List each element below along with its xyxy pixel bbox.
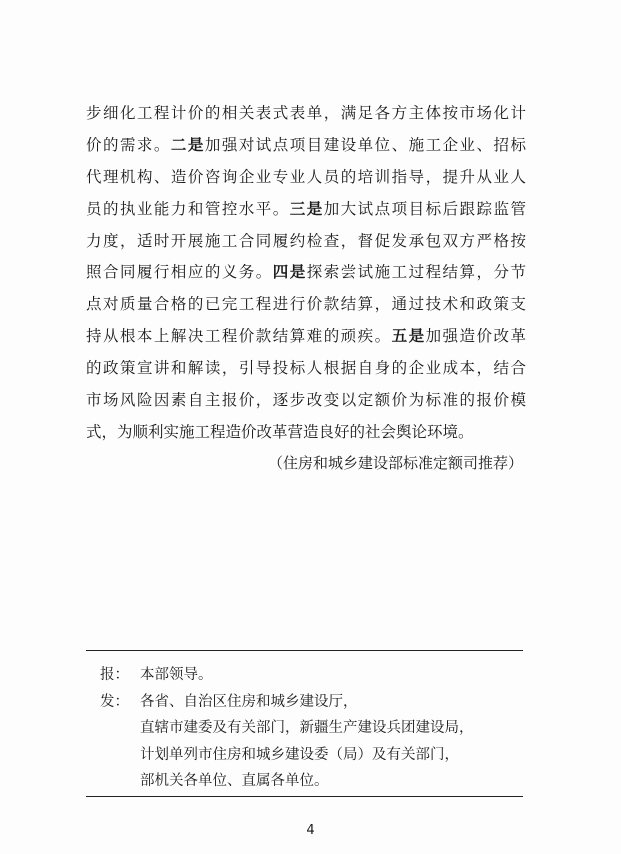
paragraph-text: 力度，适时开展施工合同履约检查，督促发承包双方严格按 bbox=[86, 231, 526, 250]
send-line: 计划单列市住房和城乡建设委（局）及有关部门， bbox=[140, 746, 459, 763]
report-label: 报： bbox=[100, 667, 129, 683]
paragraph-text: 式，为顺利实施工程造价改革营造良好的社会舆论环境。 bbox=[86, 422, 474, 441]
page-number: 4 bbox=[306, 823, 315, 838]
paragraph-line bbox=[86, 194, 526, 226]
paragraph-text: 代理机构、造价咨询企业专业人员的培训指导，提升从业人 bbox=[86, 167, 526, 186]
paragraph-text: 加强造价改革 bbox=[425, 327, 526, 346]
emphasis-marker: 二是 bbox=[170, 135, 205, 154]
emphasis-marker: 五是 bbox=[391, 327, 426, 346]
paragraph-text: 步细化工程计价的相关表式表单，满足各方主体按市场化计 bbox=[86, 104, 526, 122]
paragraph-text: 照合同履行相应的义务。 bbox=[86, 263, 273, 282]
send-line: 部机关各单位、直属各单位。 bbox=[140, 773, 329, 789]
emphasis-marker: 三是 bbox=[289, 199, 324, 218]
paragraph-line bbox=[86, 98, 526, 130]
paragraph-line bbox=[86, 321, 526, 353]
paragraph-text: 点对质量合格的已完工程进行价款结算，通过技术和政策支 bbox=[86, 295, 526, 314]
paragraph-text: 市场风险因素自主报价，逐步改变以定额价为标准的报价模 bbox=[86, 391, 526, 410]
send-line: 直辖市建委及有关部门，新疆生产建设兵团建设局， bbox=[140, 720, 474, 736]
paragraph-line bbox=[86, 289, 526, 321]
paragraph-line bbox=[86, 353, 526, 385]
send-label: 发： bbox=[100, 693, 129, 710]
paragraph-text: 加强对试点项目建设单位、施工企业、招标 bbox=[204, 135, 526, 154]
distribution-list bbox=[100, 662, 474, 795]
paragraph-line bbox=[86, 257, 526, 289]
paragraph-text: 员的执业能力和管控水平。 bbox=[86, 199, 290, 218]
paragraph-text: 价的需求。 bbox=[86, 135, 171, 154]
paragraph-text: 探索尝试施工过程结算，分节 bbox=[306, 263, 526, 282]
send-row bbox=[100, 742, 474, 769]
send-row bbox=[100, 689, 474, 716]
distribution-top-rule bbox=[86, 650, 523, 651]
paragraph-line bbox=[86, 385, 526, 417]
paragraph-line bbox=[86, 130, 526, 162]
source-attribution: （住房和城乡建设部标准定额司推荐） bbox=[267, 454, 523, 472]
paragraph-text: 的政策宣讲和解读，引导投标人根据自身的企业成本，结合 bbox=[86, 359, 526, 378]
paragraph-line bbox=[86, 162, 526, 194]
paragraph-line bbox=[86, 226, 526, 258]
distribution-bottom-rule bbox=[86, 796, 523, 797]
send-line: 各省、自治区住房和城乡建设厅， bbox=[140, 693, 358, 710]
report-text: 本部领导。 bbox=[140, 667, 213, 683]
paragraph-text: 加大试点项目标后跟踪监管 bbox=[323, 199, 526, 218]
send-row bbox=[100, 768, 474, 795]
body-paragraph bbox=[86, 98, 526, 449]
report-row bbox=[100, 662, 474, 689]
emphasis-marker: 四是 bbox=[272, 263, 307, 282]
send-row bbox=[100, 715, 474, 742]
paragraph-line bbox=[86, 417, 526, 449]
paragraph-text: 持从根本上解决工程价款结算难的顽疾。 bbox=[86, 327, 392, 346]
